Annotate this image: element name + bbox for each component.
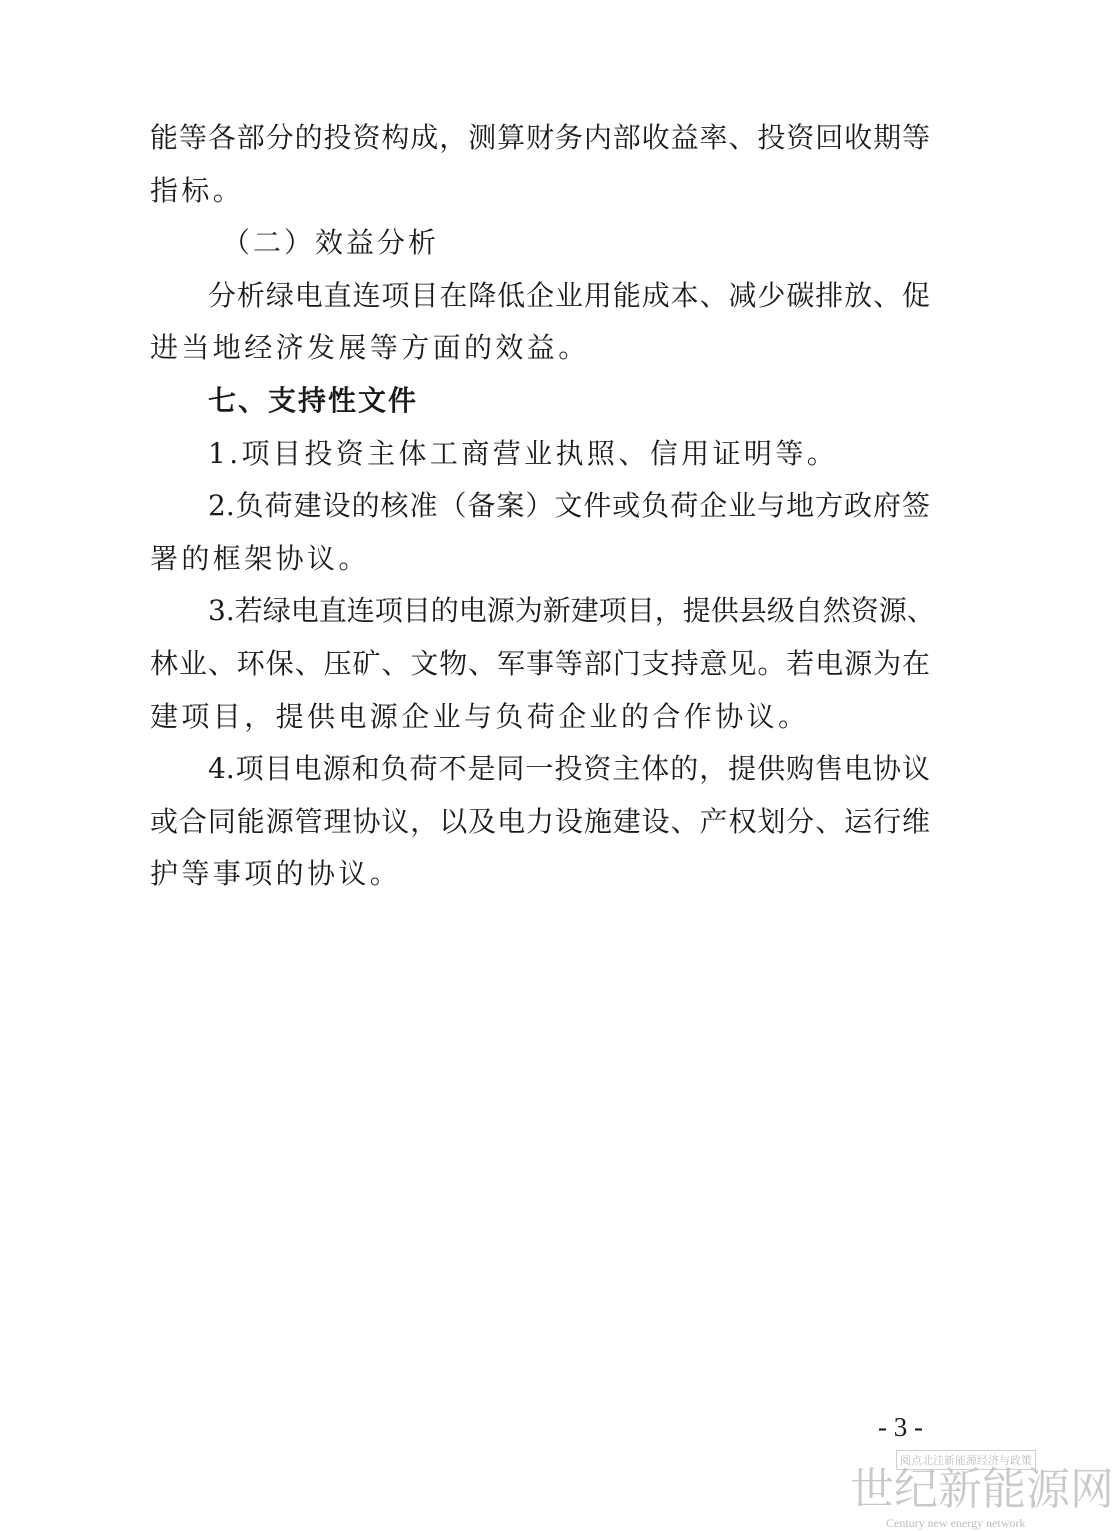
list-item-line: 3.若绿电直连项目的电源为新建项目，提供县级自然资源、 <box>208 594 935 628</box>
watermark-subtitle: Century new energy network <box>886 1516 1026 1530</box>
paragraph-line: 分析绿电直连项目在降低企业用能成本、减少碳排放、促 <box>208 278 930 312</box>
list-item-line: 建项目，提供电源企业与负荷企业的合作协议。 <box>150 699 810 733</box>
list-item-line: 护等事项的协议。 <box>150 857 402 891</box>
list-item-line: 林业、环保、压矿、文物、军事等部门支持意见。若电源为在 <box>150 646 930 680</box>
paragraph-line: 能等各部分的投资构成，测算财务内部收益率、投资回收期等 <box>150 121 930 154</box>
page-number: - 3 - <box>878 1412 923 1442</box>
list-item-line: 4.项目电源和负荷不是同一投资主体的，提供购售电协议 <box>208 752 930 786</box>
watermark-slogan: 阅点北洼新能源经济与政策 <box>896 1450 1036 1470</box>
document-body <box>150 112 935 901</box>
section-subheading: （二）效益分析 <box>222 226 440 260</box>
watermark-logo: 世纪新能源网 <box>850 1464 1114 1515</box>
list-item-line: 2.负荷建设的核准（备案）文件或负荷企业与地方政府签 <box>208 489 930 523</box>
list-item-line: 1.项目投资主体工商营业执照、信用证明等。 <box>208 436 839 470</box>
list-item-line: 或合同能源管理协议，以及电力设施建设、产权划分、运行维 <box>150 804 930 838</box>
list-item-line: 署的框架协议。 <box>150 541 370 575</box>
paragraph-line: 指标。 <box>150 173 245 207</box>
section-heading: 七、支持性文件 <box>208 383 419 417</box>
paragraph-line: 进当地经济发展等方面的效益。 <box>150 331 590 365</box>
